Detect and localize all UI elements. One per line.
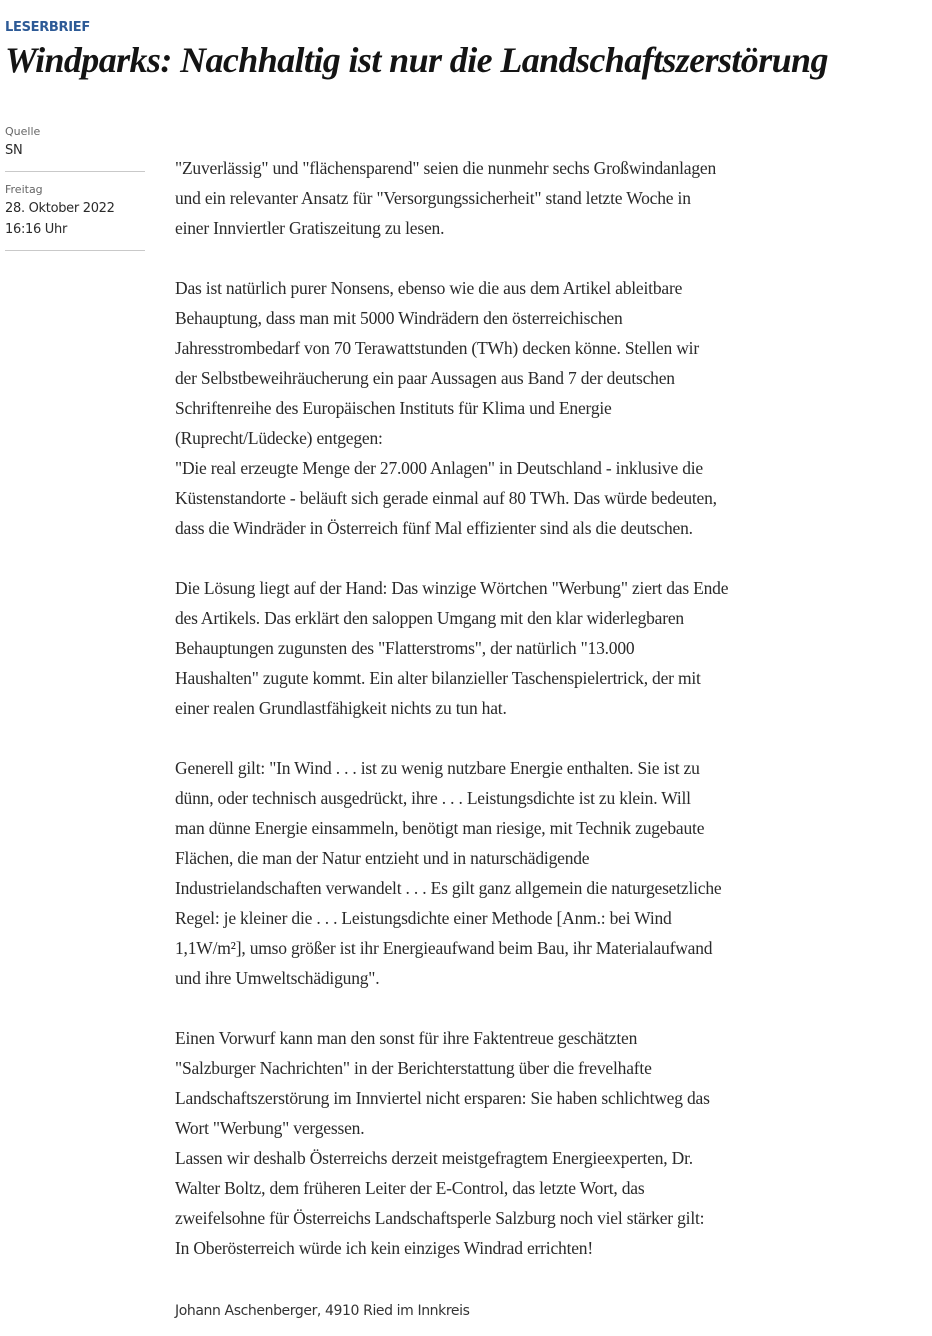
- paragraph-line: Landschaftszerstörung im Innviertel nicht ersparen: Sie haben schlichtweg das: [175, 1088, 710, 1108]
- paragraph-line: und ihre Umweltschädigung".: [175, 968, 380, 988]
- paragraph-line: einer realen Grundlastfähigkeit nichts zu tun hat.: [175, 698, 507, 718]
- paragraph-line: Schriftenreihe des Europäischen Instituts für Klima und Energie: [175, 398, 612, 418]
- paragraph-line: der Selbstbeweihräucherung ein paar Aussagen aus Band 7 der deutschen: [175, 368, 675, 388]
- article-headline: Windparks: Nachhaltig ist nur die Landschaftszerstörung: [5, 40, 828, 80]
- article-body: [175, 153, 825, 1293]
- meta-time-value: 16:16 Uhr: [5, 222, 67, 237]
- paragraph-line: Die Lösung liegt auf der Hand: Das winzige Wörtchen "Werbung" ziert das Ende: [175, 578, 729, 598]
- paragraph-line: des Artikels. Das erklärt den saloppen Umgang mit den klar widerlegbaren: [175, 608, 684, 628]
- meta-date-value: 28. Oktober 2022: [5, 201, 115, 216]
- paragraph-line: Behauptungen zugunsten des "Flatterstroms", der natürlich "13.000: [175, 638, 635, 658]
- paragraph-line: einer Innviertler Gratiszeitung zu lesen.: [175, 218, 445, 238]
- paragraph-line: dass die Windräder in Österreich fünf Mal effizienter sind als die deutschen.: [175, 518, 693, 538]
- paragraph-line: Küstenstandorte - beläuft sich gerade einmal auf 80 TWh. Das würde bedeuten,: [175, 488, 717, 508]
- paragraph-line: "Zuverlässig" und "flächensparend" seien die nunmehr sechs Großwindanlagen: [175, 158, 717, 178]
- paragraph-line: Flächen, die man der Natur entzieht und in naturschädigende: [175, 848, 590, 868]
- paragraph-line: Regel: je kleiner die . . . Leistungsdichte einer Methode [Anm.: bei Wind: [175, 908, 672, 928]
- paragraph-line: zweifelsohne für Österreichs Landschaftsperle Salzburg noch viel stärker gilt:: [175, 1208, 705, 1228]
- paragraph-line: "Salzburger Nachrichten" in der Berichterstattung über die frevelhafte: [175, 1058, 652, 1078]
- meta-date: [5, 182, 145, 251]
- article-paragraph: [175, 1023, 825, 1263]
- article-paragraph: [175, 753, 825, 993]
- paragraph-line: Das ist natürlich purer Nonsens, ebenso wie die aus dem Artikel ableitbare: [175, 278, 683, 298]
- paragraph-line: Lassen wir deshalb Österreichs derzeit meistgefragtem Energieexperten, Dr.: [175, 1148, 693, 1168]
- paragraph-line: Haushalten" zugute kommt. Ein alter bilanzieller Taschenspielertrick, der mit: [175, 668, 701, 688]
- article-signature: Johann Aschenberger, 4910 Ried im Innkreis: [175, 1303, 470, 1319]
- meta-day-label: Freitag: [5, 183, 43, 196]
- meta-source-label: Quelle: [5, 125, 41, 138]
- paragraph-line: und ein relevanter Ansatz für "Versorgungssicherheit" stand letzte Woche in: [175, 188, 691, 208]
- article-paragraph: [175, 573, 825, 723]
- article-meta: [5, 124, 145, 261]
- paragraph-line: dünn, oder technisch ausgedrückt, ihre . . . Leistungsdichte ist zu klein. Will: [175, 788, 691, 808]
- paragraph-line: Einen Vorwurf kann man den sonst für ihre Faktentreue geschätzten: [175, 1028, 638, 1048]
- paragraph-line: In Oberösterreich würde ich kein einziges Windrad errichten!: [175, 1238, 593, 1258]
- paragraph-line: 1,1W/m²], umso größer ist ihr Energieaufwand beim Bau, ihr Materialaufwand: [175, 938, 713, 958]
- paragraph-line: man dünne Energie einsammeln, benötigt man riesige, mit Technik zugebaute: [175, 818, 705, 838]
- meta-source: [5, 124, 145, 172]
- paragraph-line: Industrielandschaften verwandelt . . . Es gilt ganz allgemein die naturgesetzliche: [175, 878, 722, 898]
- meta-source-value: SN: [5, 143, 23, 158]
- article-kicker: LESERBRIEF: [5, 20, 90, 35]
- paragraph-line: Behauptung, dass man mit 5000 Windrädern den österreichischen: [175, 308, 623, 328]
- paragraph-line: "Die real erzeugte Menge der 27.000 Anlagen" in Deutschland - inklusive die: [175, 458, 704, 478]
- paragraph-line: Jahresstrombedarf von 70 Terawattstunden (TWh) decken könne. Stellen wir: [175, 338, 699, 358]
- paragraph-line: Wort "Werbung" vergessen.: [175, 1118, 365, 1138]
- paragraph-line: Walter Boltz, dem früheren Leiter der E-Control, das letzte Wort, das: [175, 1178, 645, 1198]
- paragraph-line: Generell gilt: "In Wind . . . ist zu wenig nutzbare Energie enthalten. Sie ist zu: [175, 758, 700, 778]
- article-paragraph: [175, 273, 825, 543]
- article-paragraph: [175, 153, 825, 243]
- paragraph-line: (Ruprecht/Lüdecke) entgegen:: [175, 428, 383, 448]
